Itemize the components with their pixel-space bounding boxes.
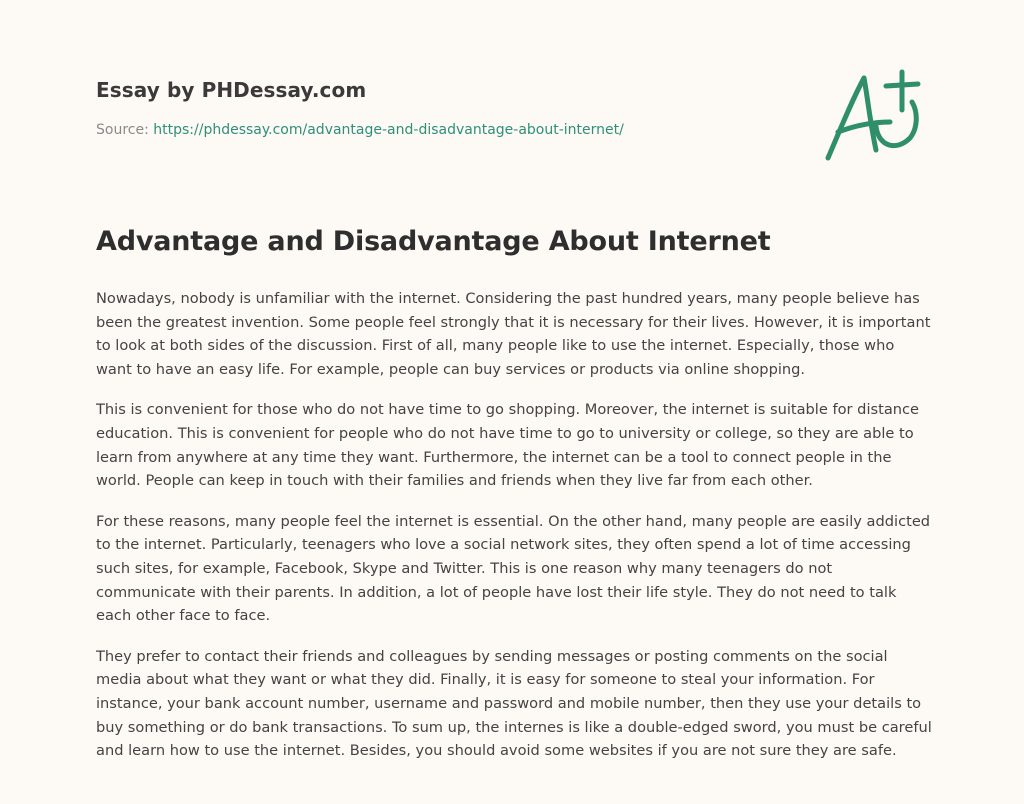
essay-paragraph: They prefer to contact their friends and colleagues by sending messages or posting comments on the social media about what they want or what they did. Finally, it is easy for someone to steal your information. For instance, your bank account number, username and password and mobile number, then they use your details to buy something or do bank transactions. To sum up, the internes is like a double-edged sword, you must be careful and learn how to use the internet. Besides, you should avoid some websites if you are not sure they are safe.: [96, 647, 932, 760]
source-link[interactable]: https://phdessay.com/advantage-and-disadvantage-about-internet/: [153, 122, 624, 138]
essay-body: [96, 287, 932, 780]
source-line: [96, 122, 796, 138]
essay-header: [96, 78, 796, 138]
brand-title: Essay by PHDessay.com: [96, 78, 367, 102]
essay-paragraph: This is convenient for those who do not have time to go shopping. Moreover, the internet is suitable for distance education. This is convenient for people who do not have time to go to university or college, so they are able to learn from anywhere at any time they want. Furthermore, the internet can be a tool to connect people in the world. People can keep in touch with their families and friends when they live far from each other.: [96, 401, 920, 490]
essay-title: Advantage and Disadvantage About Internet: [96, 226, 771, 257]
essay-paragraph: For these reasons, many people feel the internet is essential. On the other hand, many people are easily addicted to the internet. Particularly, teenagers who love a social network sites, they often spend a lot of time accessing such sites, for example, Facebook, Skype and Twitter. This is one reason why many teenagers do not communicate with their parents. In addition, a lot of people have lost their life style. They do not need to talk each other face to face.: [96, 512, 931, 625]
essay-paragraph: Nowadays, nobody is unfamiliar with the internet. Considering the past hundred years, many people believe has been the greatest invention. Some people feel strongly that it is necessary for their lives. However, it is important to look at both sides of the discussion. First of all, many people like to use the internet. Especially, those who want to have an easy life. For example, people can buy services or products via online shopping.: [96, 290, 931, 378]
a-plus-logo-icon: [818, 64, 930, 168]
source-label: Source:: [96, 122, 149, 138]
